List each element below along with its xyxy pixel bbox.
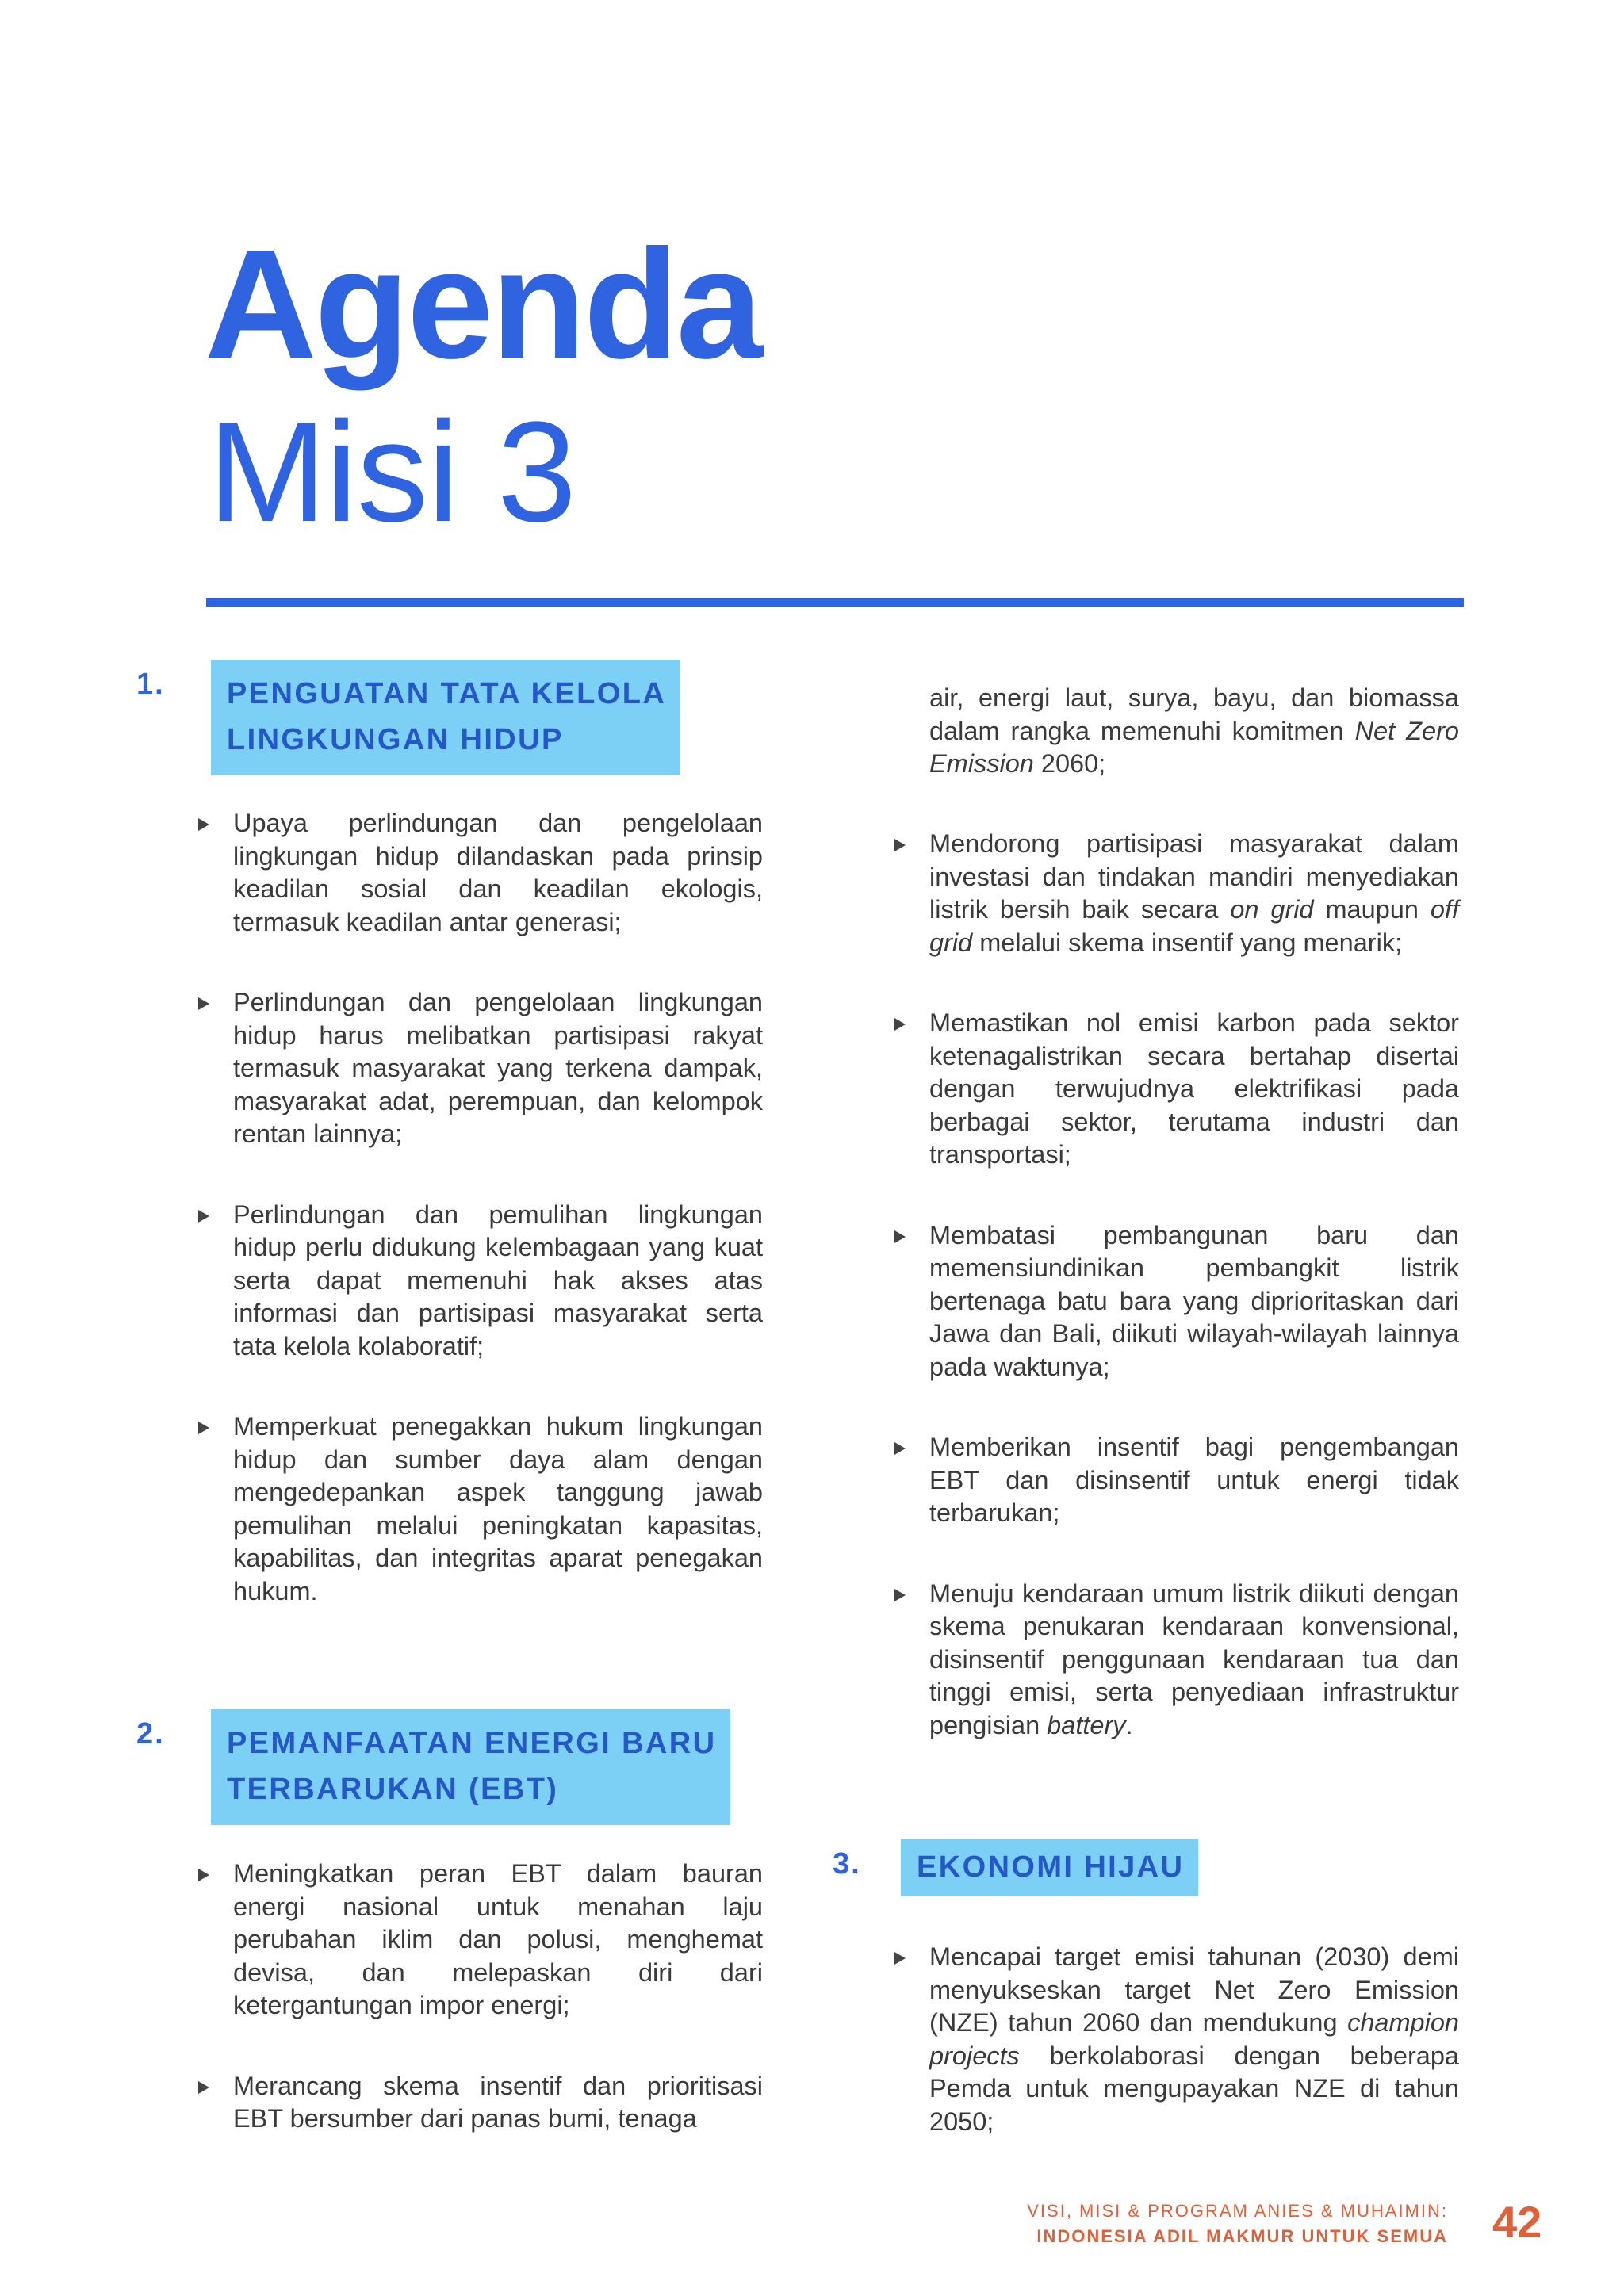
section-1-number: 1.: [136, 668, 165, 701]
text-italic: off grid: [929, 895, 1459, 957]
title-divider: [206, 598, 1464, 607]
section-3-number: 3.: [833, 1847, 861, 1881]
list-item-text: Upaya perlindungan dan pengelolaan lingkungan hidup dilandaskan pada prinsip keadilan sosial dan keadilan ekologis, termasuk keadilan antar generasi;: [233, 809, 763, 936]
text-part: berkolaborasi dengan beberapa Pemda untuk mengupayakan NZE di tahun 2050;: [929, 2041, 1459, 2136]
section-1-bullets: [136, 807, 771, 1655]
bullet-arrow-icon: [894, 839, 906, 851]
section-1-title-line1: PENGUATAN TATA KELOLA: [227, 677, 667, 710]
section-2-title-box: [211, 1709, 730, 1825]
footer-publication-title: VISI, MISI & PROGRAM ANIES & MUHAIMIN:: [1027, 2201, 1448, 2221]
list-item-text: Memastikan nol emisi karbon pada sektor ketenagalistrikan secara bertahap disertai dengan terwujudnya elektrifikasi pada berbagai sektor, terutama industri dan transportasi;: [929, 1008, 1459, 1169]
section-2-title-line2: TERBARUKAN (EBT): [227, 1773, 559, 1806]
list-item-text: [929, 1941, 1459, 2138]
footer-tagline: INDONESIA ADIL MAKMUR UNTUK SEMUA: [1036, 2226, 1448, 2246]
text-italic: champion projects: [929, 2008, 1459, 2070]
list-item: [833, 1941, 1467, 2138]
section-2-title-line1: PEMANFAATAN ENERGI BARU: [227, 1727, 717, 1760]
list-item: [833, 1007, 1467, 1172]
section-2-bullets-right: [833, 828, 1467, 1789]
list-item-text: Membatasi pembangunan baru dan memensiundinikan pembangkit listrik bertenaga batu bara yang diprioritaskan dari Jawa dan Bali, diikuti wilayah-wilayah lainnya pada waktunya;: [929, 1220, 1459, 1381]
section-3-bullets: [833, 1941, 1467, 2186]
section-3-title-line1: EKONOMI HIJAU: [917, 1850, 1185, 1884]
list-item-text: [929, 1578, 1459, 1743]
text-italic: battery: [1047, 1710, 1126, 1739]
list-item: [833, 1578, 1467, 1743]
bullet-arrow-icon: [894, 1230, 906, 1243]
list-item: [136, 2070, 771, 2136]
bullet-arrow-icon: [198, 1869, 209, 1881]
list-item: [136, 807, 771, 939]
list-item: [136, 986, 771, 1151]
list-item: [833, 828, 1467, 959]
list-item: [136, 1858, 771, 2022]
list-item-text: Merancang skema insentif dan prioritisasi EBT bersumber dari panas bumi, tenaga: [233, 2071, 763, 2133]
section-2-continued-text: [929, 682, 1459, 781]
section-1-title-box: [211, 660, 680, 775]
section-2-bullets-left: [136, 1858, 771, 2183]
continued-text-part: air, energi laut, surya, bayu, dan biomassa dalam rangka memenuhi komitmen: [929, 683, 1459, 745]
bullet-arrow-icon: [894, 1442, 906, 1455]
list-item-text: Memberikan insentif bagi pengembangan EBT dan disinsentif untuk energi tidak terbarukan;: [929, 1433, 1459, 1527]
text-part: Mendorong partisipasi masyarakat dalam investasi dan tindakan mandiri menyediakan listrik bersih baik secara: [929, 829, 1459, 924]
list-item-text: Meningkatkan peran EBT dalam bauran energi nasional untuk menahan laju perubahan iklim dan polusi, menghemat devisa, dan melepaskan diri dari ketergantungan impor energi;: [233, 1859, 763, 2019]
list-item: [136, 1199, 771, 1364]
continued-text-italic: Net Zero Emission: [929, 716, 1459, 778]
text-part: Mencapai target emisi tahunan (2030) demi menyukseskan target Net Zero Emission (NZE) tahun 2060 dan mendukung: [929, 1942, 1459, 2037]
bullet-arrow-icon: [894, 1952, 906, 1965]
list-item-text: Perlindungan dan pengelolaan lingkungan hidup harus melibatkan partisipasi rakyat termasuk masyarakat yang terkena dampak, masyarakat adat, perempuan, dan kelompok rentan lainnya;: [233, 988, 763, 1148]
bullet-arrow-icon: [894, 1589, 906, 1601]
bullet-arrow-icon: [198, 818, 209, 831]
list-item: [833, 1219, 1467, 1384]
text-part: maupun: [1313, 895, 1431, 924]
page-title: Agenda: [205, 217, 760, 391]
section-1-title-line2: LINGKUNGAN HIDUP: [227, 723, 564, 756]
bullet-arrow-icon: [894, 1018, 906, 1031]
list-item-text: [929, 828, 1459, 959]
continued-text-part: 2060;: [1033, 749, 1106, 778]
list-item-text: Perlindungan dan pemulihan lingkungan hidup perlu didukung kelembagaan yang kuat serta dapat memenuhi hak akses atas informasi dan partisipasi masyarakat serta tata kelola kolaboratif;: [233, 1200, 763, 1360]
bullet-arrow-icon: [198, 997, 209, 1010]
page-number: 42: [1492, 2197, 1542, 2247]
bullet-arrow-icon: [198, 2081, 209, 2094]
text-part: melalui skema insentif yang menarik;: [972, 928, 1403, 957]
list-item: [833, 1431, 1467, 1530]
section-2-number: 2.: [136, 1717, 165, 1751]
text-part: .: [1125, 1710, 1133, 1739]
page-subtitle: Misi 3: [208, 392, 576, 552]
bullet-arrow-icon: [198, 1422, 209, 1434]
section-3-title-box: [901, 1839, 1198, 1896]
list-item: [136, 1410, 771, 1608]
text-part: Menuju kendaraan umum listrik diikuti dengan skema penukaran kendaraan konvensional, disinsentif penggunaan kendaraan tua dan tinggi emisi, serta penyediaan infrastruktur pengisian: [929, 1578, 1459, 1739]
text-italic: on grid: [1230, 895, 1314, 924]
list-item-text: Memperkuat penegakkan hukum lingkungan hidup dan sumber daya alam dengan mengedepankan aspek tanggung jawab pemulihan melalui peningkatan kapasitas, kapabilitas, dan integritas aparat penegakan hukum.: [233, 1412, 763, 1605]
bullet-arrow-icon: [198, 1210, 209, 1223]
